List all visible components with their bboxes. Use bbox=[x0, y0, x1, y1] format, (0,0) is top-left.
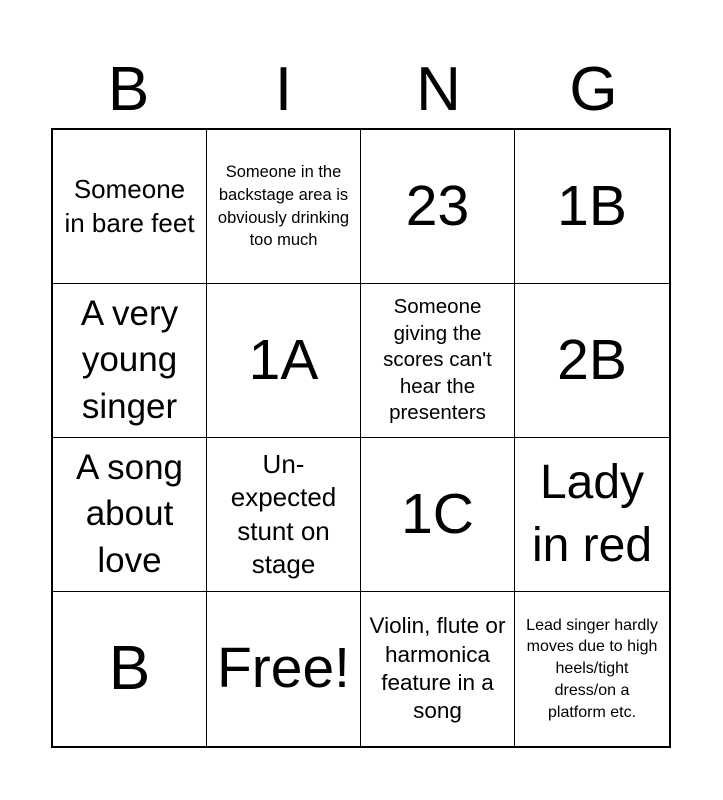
bingo-cell-r3c3[interactable] bbox=[361, 438, 515, 592]
bingo-cell-r4c3[interactable] bbox=[361, 592, 515, 746]
bingo-cell-r4c4[interactable] bbox=[515, 592, 669, 746]
header-letter-n: N bbox=[416, 55, 461, 124]
bingo-cell-text: B bbox=[108, 633, 151, 703]
bingo-cell-text: 2B bbox=[557, 327, 627, 392]
header-letter-g: G bbox=[569, 55, 618, 124]
bingo-cell-text: Someone in the backstage area is obviously drinking too much bbox=[217, 162, 350, 250]
bingo-cell-r1c4[interactable] bbox=[515, 130, 669, 284]
bingo-cell-r4c2[interactable] bbox=[207, 592, 361, 746]
bingo-cell-text: 1A bbox=[248, 327, 319, 392]
bingo-board bbox=[51, 128, 671, 748]
bingo-cell-text: A very young singer bbox=[80, 294, 179, 426]
bingo-cell-r1c3[interactable] bbox=[361, 130, 515, 284]
bingo-cell-text: Someone giving the scores can't hear the presenters bbox=[383, 294, 492, 425]
bingo-cell-text: Un-expected stunt on stage bbox=[230, 449, 337, 579]
header-letter-i: I bbox=[274, 55, 293, 124]
bingo-header bbox=[51, 52, 671, 128]
bingo-cell-r2c3[interactable] bbox=[361, 284, 515, 438]
bingo-cell-r3c1[interactable] bbox=[53, 438, 207, 592]
bingo-cell-text: 23 bbox=[405, 173, 470, 238]
bingo-cell-r2c2[interactable] bbox=[207, 284, 361, 438]
bingo-cell-text: Someone in bare feet bbox=[64, 174, 195, 238]
bingo-cell-text: Lady in red bbox=[531, 456, 653, 572]
bingo-cell-r1c2[interactable] bbox=[207, 130, 361, 284]
free-space-text: Free! bbox=[216, 636, 351, 701]
bingo-cell-text: A song about love bbox=[75, 448, 184, 580]
bingo-cell-r4c1[interactable] bbox=[53, 592, 207, 746]
bingo-cell-r3c2[interactable] bbox=[207, 438, 361, 592]
bingo-cell-text: Lead singer hardly moves due to high heels/tight dress/on a platform etc. bbox=[526, 616, 658, 721]
bingo-cell-r3c4[interactable] bbox=[515, 438, 669, 592]
bingo-cell-text: 1B bbox=[557, 173, 627, 238]
bingo-cell-r2c4[interactable] bbox=[515, 284, 669, 438]
header-letter-b: B bbox=[107, 55, 150, 124]
bingo-cell-text: 1C bbox=[401, 481, 474, 546]
bingo-cell-r1c1[interactable] bbox=[53, 130, 207, 284]
bingo-cell-r2c1[interactable] bbox=[53, 284, 207, 438]
bingo-cell-text: Violin, flute or harmonica feature in a song bbox=[369, 613, 506, 724]
